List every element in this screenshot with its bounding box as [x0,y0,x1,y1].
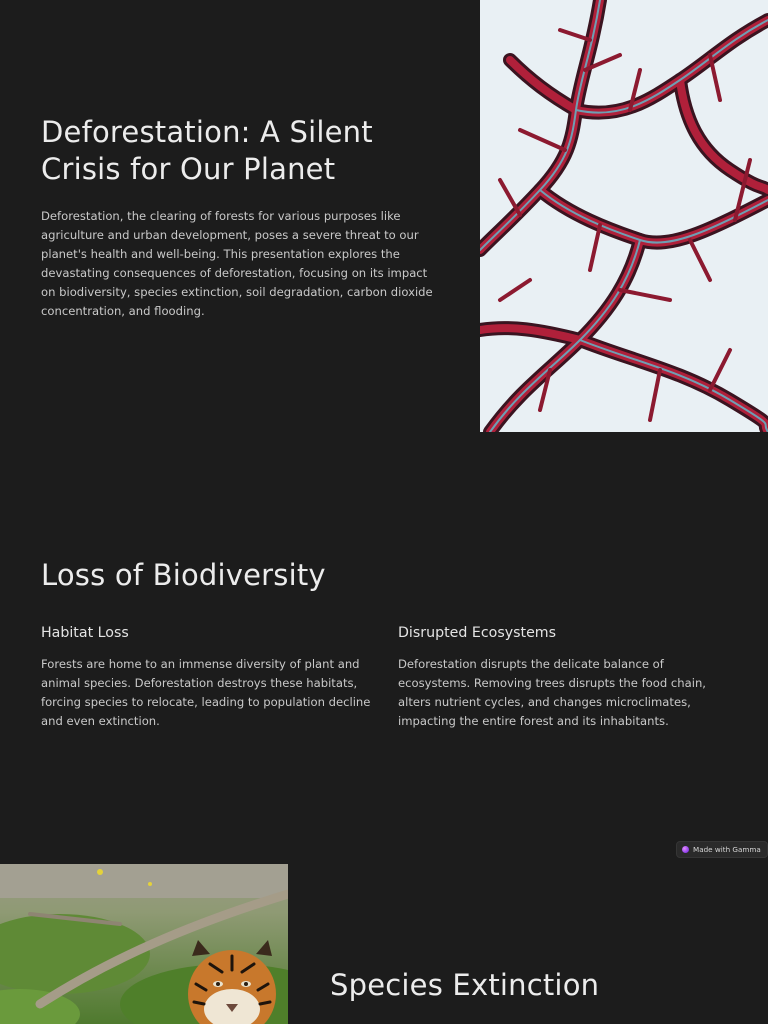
slide1-body: Deforestation, the clearing of forests for various purposes like agriculture and urban development, poses a severe threat to our planet's health and well-being. This presentation explores the devastating consequences of deforestation, focusing on its impact on biodiversity, species extinction, soil degradation, carbon dioxide concentration, and flooding. [41,209,433,318]
satellite-image [480,0,768,432]
habitat-loss-heading: Habitat Loss [41,625,129,641]
made-with-gamma-label: Made with Gamma [693,845,761,854]
tiger-photo [0,864,288,1024]
gamma-logo-icon [682,846,689,853]
disrupted-ecosystems-heading: Disrupted Ecosystems [398,625,557,641]
slide3-title: Species Extinction [330,968,600,1002]
tiger-photo-drawing [0,864,288,1024]
slide1-title: Deforestation: A Silent Crisis for Our Planet [41,115,373,186]
made-with-gamma-badge[interactable] [676,841,768,858]
slide2-title: Loss of Biodiversity [41,558,326,592]
satellite-image-drawing [480,0,768,432]
habitat-loss-body: Forests are home to an immense diversity of plant and animal species. Deforestation destroys these habitats, forcing species to relocate, leading to population decline and even extinction. [41,657,371,728]
disrupted-ecosystems-body: Deforestation disrupts the delicate balance of ecosystems. Removing trees disrupts the food chain, alters nutrient cycles, and changes microclimates, impacting the entire forest and its inhabitants. [398,657,706,728]
